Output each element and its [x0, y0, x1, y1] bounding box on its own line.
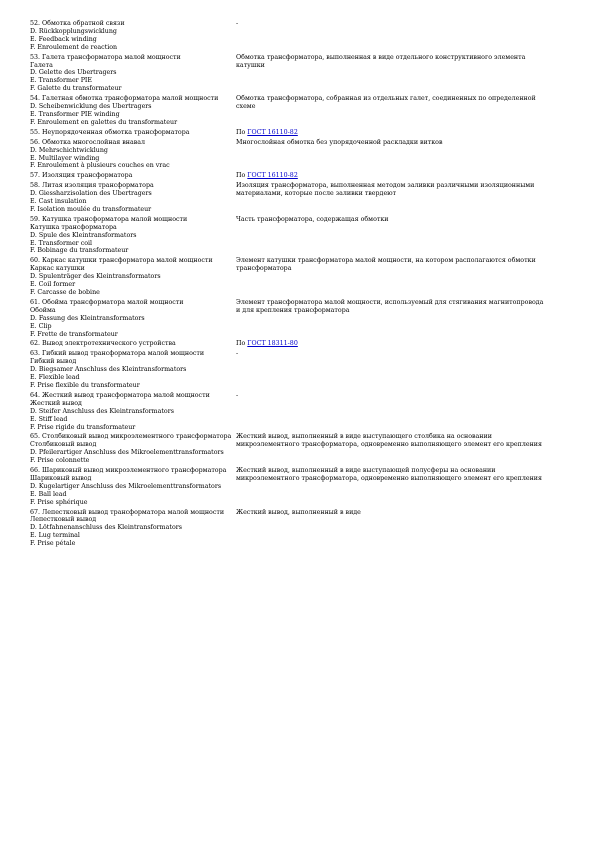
term-column [30, 509, 236, 549]
term-entry [30, 257, 570, 297]
definition-text: - [236, 391, 239, 399]
definition-column [236, 433, 546, 449]
term-equivalent: F. Bobinage du transformateur [30, 247, 129, 255]
term-equivalent: D. Kugelartiger Anschluss des Mikroelementtransformators [30, 482, 222, 490]
term-equivalent: F. Prise flexible du transformateur [30, 381, 140, 389]
term-equivalent: D. Lötfahnenanschluss des Kleintransformators [30, 524, 182, 532]
term-equivalent: D. Pfeilerartiger Anschluss des Mikroelementtransformators [30, 449, 224, 457]
term-equivalent: E. Transformer coil [30, 239, 93, 247]
definition-column [236, 467, 546, 483]
definition-column [236, 257, 546, 273]
term-entry [30, 139, 570, 171]
definition-column [236, 216, 546, 224]
term-column [30, 172, 236, 180]
term-heading: 67. Лепестковый вывод трансформатора малой мощности [30, 508, 225, 516]
term-equivalent: E. Coil former [30, 281, 76, 289]
definition-text: Жесткий вывод, выполненный в виде выступающей полусферы на основании микроэлементного трансформатора, одновременно выполняющего элемент его крепления [236, 467, 542, 482]
definition-column [236, 392, 546, 400]
term-column [30, 350, 236, 390]
definition-column [236, 129, 546, 137]
term-heading: 52. Обмотка обратной связи [30, 20, 125, 27]
definition-text: - [236, 350, 239, 358]
term-equivalent: E. Cast insulation [30, 198, 87, 206]
term-equivalent: E. Lug terminal [30, 532, 80, 540]
definition-column [236, 172, 546, 180]
term-column [30, 392, 236, 432]
term-heading: 65. Столбиковый вывод микроэлементного трансформатора [30, 433, 232, 441]
term-equivalent: Каркас катушки [30, 265, 85, 273]
term-equivalent: Обойма [30, 306, 56, 314]
definition-text: Изоляция трансформатора, выполненная методом заливки различными изоляционными материалами, которые после заливки твердеют [236, 182, 535, 198]
term-entry [30, 433, 570, 465]
term-equivalent: D. Biegsamer Anschluss des Kleintransformators [30, 366, 187, 374]
definition-column [236, 299, 546, 315]
term-column [30, 95, 236, 127]
term-entry [30, 299, 570, 339]
term-heading: 55. Неупорядоченная обмотка трансформатора [30, 128, 190, 136]
definition-text: Часть трансформатора, содержащая обмотки [236, 215, 389, 223]
term-equivalent: E. Transformer PIE [30, 77, 93, 85]
term-equivalent: E. Flexible lead [30, 374, 80, 382]
term-column [30, 216, 236, 256]
term-equivalent: Лепестковый вывод [30, 516, 97, 524]
definition-column [236, 509, 546, 517]
term-equivalent: E. Multilayer winding [30, 154, 100, 162]
term-heading: 66. Шариковый вывод микроэлементного трансформатора [30, 467, 227, 475]
term-equivalent: Галета [30, 61, 53, 69]
term-heading: 64. Жесткий вывод трансформатора малой мощности [30, 391, 210, 399]
term-equivalent: D. Gelette des Ubertragers [30, 69, 117, 77]
definition-prefix: По [236, 128, 248, 136]
term-column [30, 257, 236, 297]
term-heading: 60. Каркас катушки трансформатора малой мощности [30, 257, 213, 265]
definition-column [236, 20, 546, 28]
term-entry [30, 467, 570, 507]
term-entry [30, 350, 570, 390]
definition-column [236, 95, 546, 111]
term-equivalent: Гибкий вывод [30, 358, 77, 366]
term-entry [30, 95, 570, 127]
definition-text: Жесткий вывод, выполненный в виде выступающего столбика на основании микроэлементного трансформатора, одновременно выполняющего элемент его крепления [236, 433, 542, 449]
term-equivalent: F. Prise sphérique [30, 498, 88, 506]
term-column [30, 299, 236, 339]
document-body [30, 20, 570, 550]
definition-text: Многослойная обмотка без упорядоченной раскладки витков [236, 138, 443, 146]
definition-text: Обмотка трансформатора, собранная из отдельных галет, соединенных по определенной схеме [236, 95, 536, 111]
term-entry [30, 392, 570, 432]
term-equivalent: Жесткий вывод [30, 399, 82, 407]
term-equivalent: F. Prise rigide du transformateur [30, 423, 136, 431]
standard-reference-link[interactable]: ГОСТ 18311-80 [247, 340, 298, 348]
term-equivalent: F. Enroulement de reaction [30, 43, 118, 51]
term-column [30, 20, 236, 52]
definition-text: Обмотка трансформатора, выполненная в виде отдельного конструктивного элемента катушки [236, 53, 526, 69]
term-column [30, 54, 236, 94]
term-entry [30, 20, 570, 52]
term-equivalent: E. Clip [30, 322, 52, 330]
term-equivalent: E. Ball lead [30, 490, 67, 498]
term-entry [30, 509, 570, 549]
definition-text: Элемент катушки трансформатора малой мощности, на котором располагаются обмотки трансформатора [236, 257, 536, 273]
term-heading: 62. Вывод электротехнического устройства [30, 340, 176, 348]
term-equivalent: E. Feedback winding [30, 35, 97, 43]
definition-text: - [236, 20, 239, 27]
term-equivalent: Столбиковый вывод [30, 441, 97, 449]
term-equivalent: F. Frette de transformateur [30, 330, 118, 338]
term-equivalent: F. Carcasse de bobine [30, 289, 100, 296]
term-entry [30, 216, 570, 256]
term-equivalent: F. Prise colonnette [30, 457, 90, 465]
term-equivalent: Катушка трансформатора [30, 223, 117, 231]
term-heading: 59. Катушка трансформатора малой мощности [30, 215, 188, 223]
definition-column [236, 182, 546, 198]
term-equivalent: F. Galette du transformateur [30, 85, 122, 93]
term-column [30, 139, 236, 171]
term-heading: 57. Изоляция трансформатора [30, 172, 133, 180]
term-equivalent: D. Rückkopplungswicklung [30, 27, 117, 35]
term-column [30, 433, 236, 465]
definition-text: Жесткий вывод, выполненный в виде [236, 508, 361, 516]
term-column [30, 340, 236, 348]
term-entry [30, 54, 570, 94]
definition-column [236, 54, 546, 70]
term-equivalent: D. Fassung des Kleintransformators [30, 314, 145, 322]
term-column [30, 467, 236, 507]
term-equivalent: F. Prise pétale [30, 540, 76, 548]
definition-text: Элемент трансформатора малой мощности, используемый для стягивания магнитопровода и для крепления трансформатора [236, 298, 544, 314]
term-entry [30, 129, 570, 137]
term-equivalent: F. Enroulement en galettes du transformateur [30, 118, 178, 126]
term-entry [30, 182, 570, 214]
term-equivalent: E. Transformer PIE winding [30, 110, 120, 118]
standard-reference-link[interactable]: ГОСТ 16110-82 [247, 172, 298, 180]
term-heading: 61. Обойма трансформатора малой мощности [30, 298, 184, 306]
term-heading: 56. Обмотка многослойная внавал [30, 138, 146, 146]
term-equivalent: D. Spulenträger des Kleintransformators [30, 273, 161, 281]
term-heading: 58. Литая изоляция трансформатора [30, 182, 154, 190]
term-entry [30, 172, 570, 180]
term-equivalent: D. Giessharzisolation des Ubertragers [30, 190, 152, 198]
term-heading: 63. Гибкий вывод трансформатора малой мощности [30, 350, 205, 358]
term-column [30, 182, 236, 214]
term-equivalent: E. Stiff lead [30, 415, 68, 423]
term-equivalent: F. Enroulement à plusieurs couches en vrac [30, 162, 170, 170]
definition-prefix: По [236, 172, 248, 180]
definition-prefix: По [236, 340, 248, 348]
standard-reference-link[interactable]: ГОСТ 16110-82 [247, 128, 298, 136]
term-equivalent: D. Steifer Anschluss des Kleintransformators [30, 407, 174, 415]
definition-column [236, 139, 546, 147]
term-entry [30, 340, 570, 348]
term-column [30, 129, 236, 137]
term-heading: 54. Галетная обмотка трансформатора малой мощности [30, 95, 219, 103]
definition-column [236, 350, 546, 358]
term-equivalent: D. Mehrschichtwicklung [30, 146, 108, 154]
term-heading: 53. Галета трансформатора малой мощности [30, 53, 181, 61]
term-equivalent: D. Scheibenwicklung des Ubertragers [30, 103, 152, 111]
term-equivalent: F. Isolation moulée du transformateur [30, 205, 152, 213]
term-equivalent: D. Spule des Kleintransformators [30, 231, 137, 239]
term-equivalent: Шариковый вывод [30, 474, 92, 482]
definition-column [236, 340, 546, 348]
